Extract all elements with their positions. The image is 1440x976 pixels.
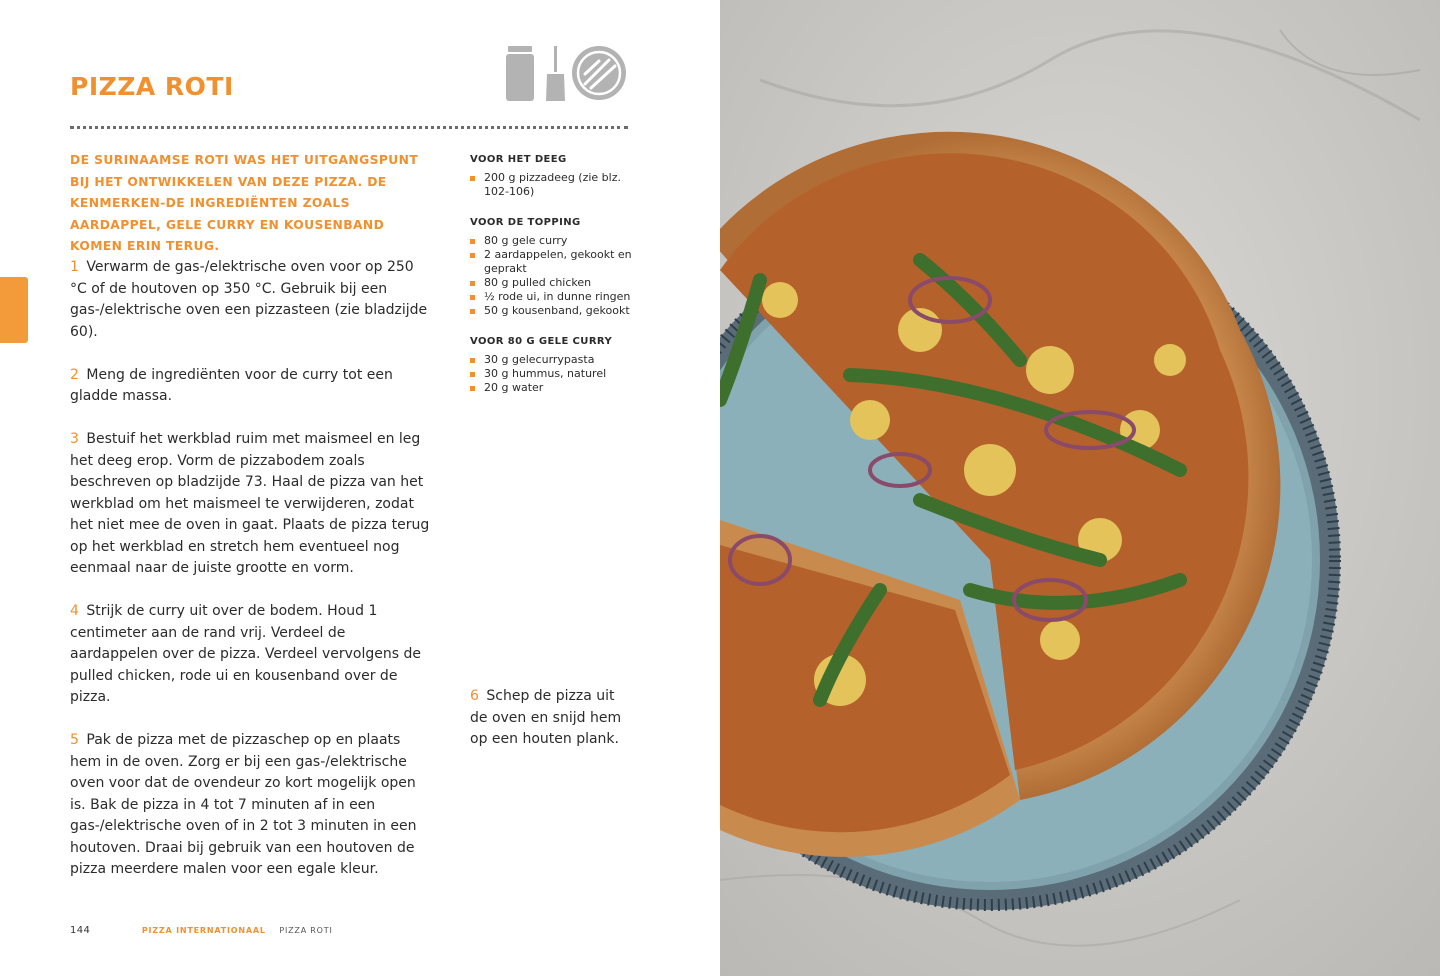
step-text: Strijk de curry uit over de bodem. Houd 1 centimeter aan de rand vrij. Verdeel de aardappelen over de pizza. Verdeel vervolgens de pulled chicken, rode ui en kousenband over de pizza. xyxy=(70,603,421,705)
step-number: 6 xyxy=(470,688,479,704)
ingredients-list xyxy=(470,154,645,413)
step-text: Schep de pizza uit de oven en snijd hem op een houten plank. xyxy=(470,688,622,747)
step-1 xyxy=(70,257,432,343)
pizza-peel-icon xyxy=(546,46,565,101)
ingredient-group xyxy=(470,171,645,199)
ingredient-group xyxy=(470,353,645,395)
step-3 xyxy=(70,429,432,580)
step-text: Bestuif het werkblad ruim met maismeel en leg het deeg erop. Vorm de pizzabodem zoals beschreven op bladzijde 73. Haal de pizza van het werkblad om het maismeel te verwijderen, zodat het niet mee de oven in gaat. Plaats de pizza terug op het werkblad en stretch hem eventueel nog eenmaal naar de juiste grootte en vorm. xyxy=(70,431,430,576)
ingredient-item: 2 aardappelen, gekookt en geprakt xyxy=(470,248,645,276)
chapter-tab xyxy=(0,277,28,343)
step-text: Pak de pizza met de pizzaschep op en plaats hem in de oven. Zorg er bij een gas-/elektrische oven voor dat de ovendeur zo kort mogelijk open is. Bak de pizza in 4 tot 7 minuten af in een gas-/elektrische oven of in 2 tot 3 minuten in een houtoven. Draai bij gebruik van een houtoven de pizza meerdere malen voor een egale kleur. xyxy=(70,732,417,877)
ingredient-item: 30 g hummus, naturel xyxy=(470,367,645,381)
steps-column xyxy=(70,257,432,902)
ingredient-item: 80 g gele curry xyxy=(470,234,645,248)
equipment-icons xyxy=(505,44,630,104)
ingredient-item: 30 g gelecurrypasta xyxy=(470,353,645,367)
step-number: 5 xyxy=(70,732,79,748)
ingredient-group xyxy=(470,234,645,318)
footer-subsection: PIZZA ROTI xyxy=(279,926,333,935)
step-number: 1 xyxy=(70,259,79,275)
step-number: 4 xyxy=(70,603,79,619)
pizza-photo xyxy=(720,0,1440,976)
ingredient-item: 20 g water xyxy=(470,381,645,395)
ingredient-item: 200 g pizzadeeg (zie blz. 102-106) xyxy=(470,171,645,199)
page-number: 144 xyxy=(70,925,91,936)
step-4 xyxy=(70,601,432,709)
step-text: Meng de ingrediënten voor de curry tot een gladde massa. xyxy=(70,366,393,404)
step-number: 3 xyxy=(70,431,79,447)
ingredient-heading: VOOR HET DEEG xyxy=(470,154,567,165)
step-6 xyxy=(470,686,635,751)
ingredient-heading: VOOR 80 G GELE CURRY xyxy=(470,336,613,347)
ingredient-heading: VOOR DE TOPPING xyxy=(470,217,581,228)
step-5 xyxy=(70,730,432,881)
ingredient-item: 50 g kousenband, gekookt xyxy=(470,304,645,318)
step-number: 2 xyxy=(70,366,79,383)
ingredient-item: ½ rode ui, in dunne ringen xyxy=(470,290,645,304)
step-2 xyxy=(70,365,432,408)
divider xyxy=(70,126,628,129)
step-text: Verwarm de gas-/elektrische oven voor op 250 °C of de houtoven op 350 °C. Gebruik bij een gas-/elektrische oven een pizzasteen (zie bladzijde 60). xyxy=(70,259,428,340)
pizza-stone-icon xyxy=(572,46,626,100)
recipe-intro: DE SURINAAMSE ROTI WAS HET UITGANGSPUNT BIJ HET ONTWIKKELEN VAN DEZE PIZZA. DE KENMERKEN-DE INGREDIËNTEN ZOALS AARDAPPEL, GELE CURRY EN KOUSENBAND KOMEN ERIN TERUG. xyxy=(70,153,419,253)
recipe-title: PIZZA ROTI xyxy=(70,72,234,101)
jar-icon xyxy=(506,46,534,101)
page-footer xyxy=(70,925,333,936)
ingredient-item: 80 g pulled chicken xyxy=(470,276,645,290)
footer-section: PIZZA INTERNATIONAAL xyxy=(141,926,266,935)
